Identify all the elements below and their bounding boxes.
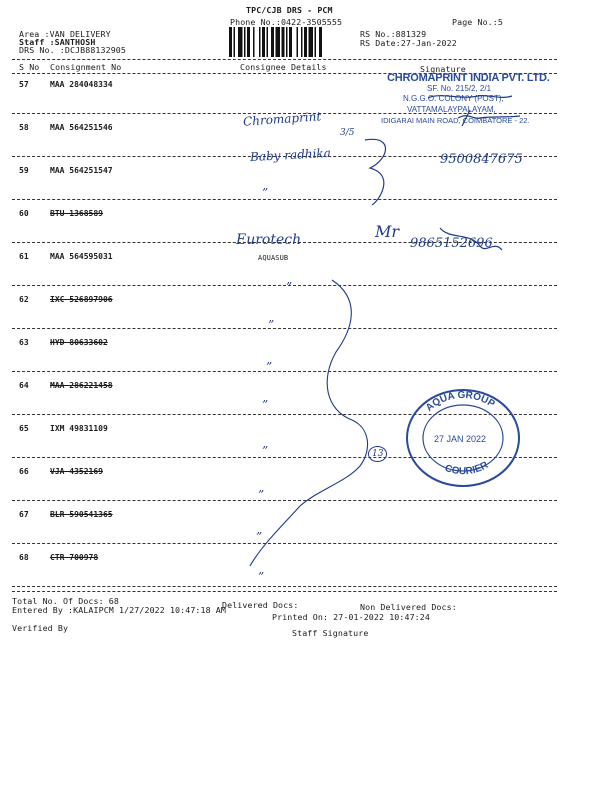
row-serial-number: 61	[19, 252, 29, 261]
handwritten-chromaprint: Chromaprint	[242, 109, 322, 129]
row-consignment-number: BLR 590541365	[50, 510, 113, 519]
row-consignment-number: MAA 284048334	[50, 80, 113, 89]
row-consignment-number: BTU 1368589	[50, 209, 103, 218]
handwritten-fraction: 3/5	[340, 128, 355, 138]
circled-number: 13	[368, 446, 387, 462]
ditto-mark: ”	[256, 530, 263, 544]
handwritten-eurotech: Eurotech	[236, 232, 302, 248]
row61-consignee: AQUASUB	[258, 254, 289, 262]
round-courier-stamp	[404, 386, 522, 490]
row-consignment-number: VJA 4352169	[50, 467, 103, 476]
report-title: TPC/CJB DRS - PCM	[246, 5, 333, 15]
row-consignment-number: MAA 286221458	[50, 381, 113, 390]
page-number: Page No.:5	[452, 17, 503, 27]
printed-on: Printed On: 27-01-2022 10:47:24	[272, 612, 430, 622]
stamp-bottom-text: COURIER	[443, 459, 491, 478]
verified-by: Verified By	[12, 623, 69, 633]
row-consignment-number: CTR 700978	[50, 553, 99, 562]
stamp-address-1: SF. No. 215/2, 2/1	[427, 84, 492, 93]
stamp-address-4: IDIGARAI MAIN ROAD, COIMBATORE - 22.	[381, 116, 530, 125]
delivered-docs: Delivered Docs:	[222, 600, 299, 610]
col-sno: S No	[19, 62, 40, 72]
row-serial-number: 67	[19, 510, 29, 519]
stamp-address-3: VATTAMALAYPALAYAM,	[407, 105, 496, 114]
rs-number: RS No.:881329	[360, 29, 427, 39]
row-serial-number: 64	[19, 381, 29, 390]
handwritten-receiver-name: Baby radhika	[249, 145, 332, 165]
stamp-company-name: CHROMAPRINT INDIA PVT. LTD.	[387, 72, 550, 84]
non-delivered-docs: Non Delivered Docs:	[360, 602, 457, 612]
row-serial-number: 62	[19, 295, 29, 304]
drs-number: DRS No. :DCJB88132905	[19, 45, 126, 55]
col-signature: Signature	[420, 64, 466, 74]
row-serial-number: 68	[19, 553, 29, 562]
ditto-mark: ”	[286, 280, 293, 294]
ditto-mark: ”	[258, 488, 265, 502]
col-consignment: Consignment No	[50, 62, 122, 72]
total-docs: Total No. Of Docs: 68	[12, 596, 119, 606]
entered-by: Entered By :KALAIPCM 1/27/2022 10:47:18 AM	[12, 605, 226, 615]
row-consignment-number: HYD 80633602	[50, 338, 108, 347]
ditto-mark: ”	[262, 186, 269, 200]
ditto-mark: ”	[258, 570, 265, 584]
row-consignment-number: MAA 564251546	[50, 123, 113, 132]
stamp-address-2: N.G.G.O. COLONY (POST),	[403, 94, 504, 103]
handwritten-phone-1: 9500847675	[440, 152, 523, 167]
stamp-top-text: AQUA GROUP	[423, 389, 497, 414]
handwritten-phone-2: 9865152696	[410, 236, 493, 251]
ditto-mark: ”	[262, 398, 269, 412]
phone-number: Phone No.:0422-3505555	[230, 17, 343, 27]
staff-label: Staff :SANTHOSH	[19, 37, 96, 47]
row-serial-number: 59	[19, 166, 29, 175]
row-serial-number: 60	[19, 209, 29, 218]
ditto-mark: ”	[262, 444, 269, 458]
row-consignment-number: IXM 49831109	[50, 424, 108, 433]
staff-signature: Staff Signature	[292, 628, 369, 638]
handwritten-mr: Mr	[375, 222, 400, 241]
col-consignee: Consignee Details	[240, 62, 327, 72]
row-consignment-number: IXC 526897906	[50, 295, 113, 304]
row-serial-number: 63	[19, 338, 29, 347]
row-serial-number: 65	[19, 424, 29, 433]
row-consignment-number: MAA 564251547	[50, 166, 113, 175]
row-serial-number: 66	[19, 467, 29, 476]
footer-divider	[12, 591, 557, 592]
rs-date: RS Date:27-Jan-2022	[360, 38, 457, 48]
stamp-date: 27 JAN 2022	[434, 434, 487, 444]
area-label: Area :VAN DELIVERY	[19, 29, 111, 39]
ditto-mark: ”	[266, 360, 273, 374]
ditto-mark: ”	[268, 318, 275, 332]
row-serial-number: 57	[19, 80, 29, 89]
row-serial-number: 58	[19, 123, 29, 132]
row-consignment-number: MAA 564595031	[50, 252, 113, 261]
